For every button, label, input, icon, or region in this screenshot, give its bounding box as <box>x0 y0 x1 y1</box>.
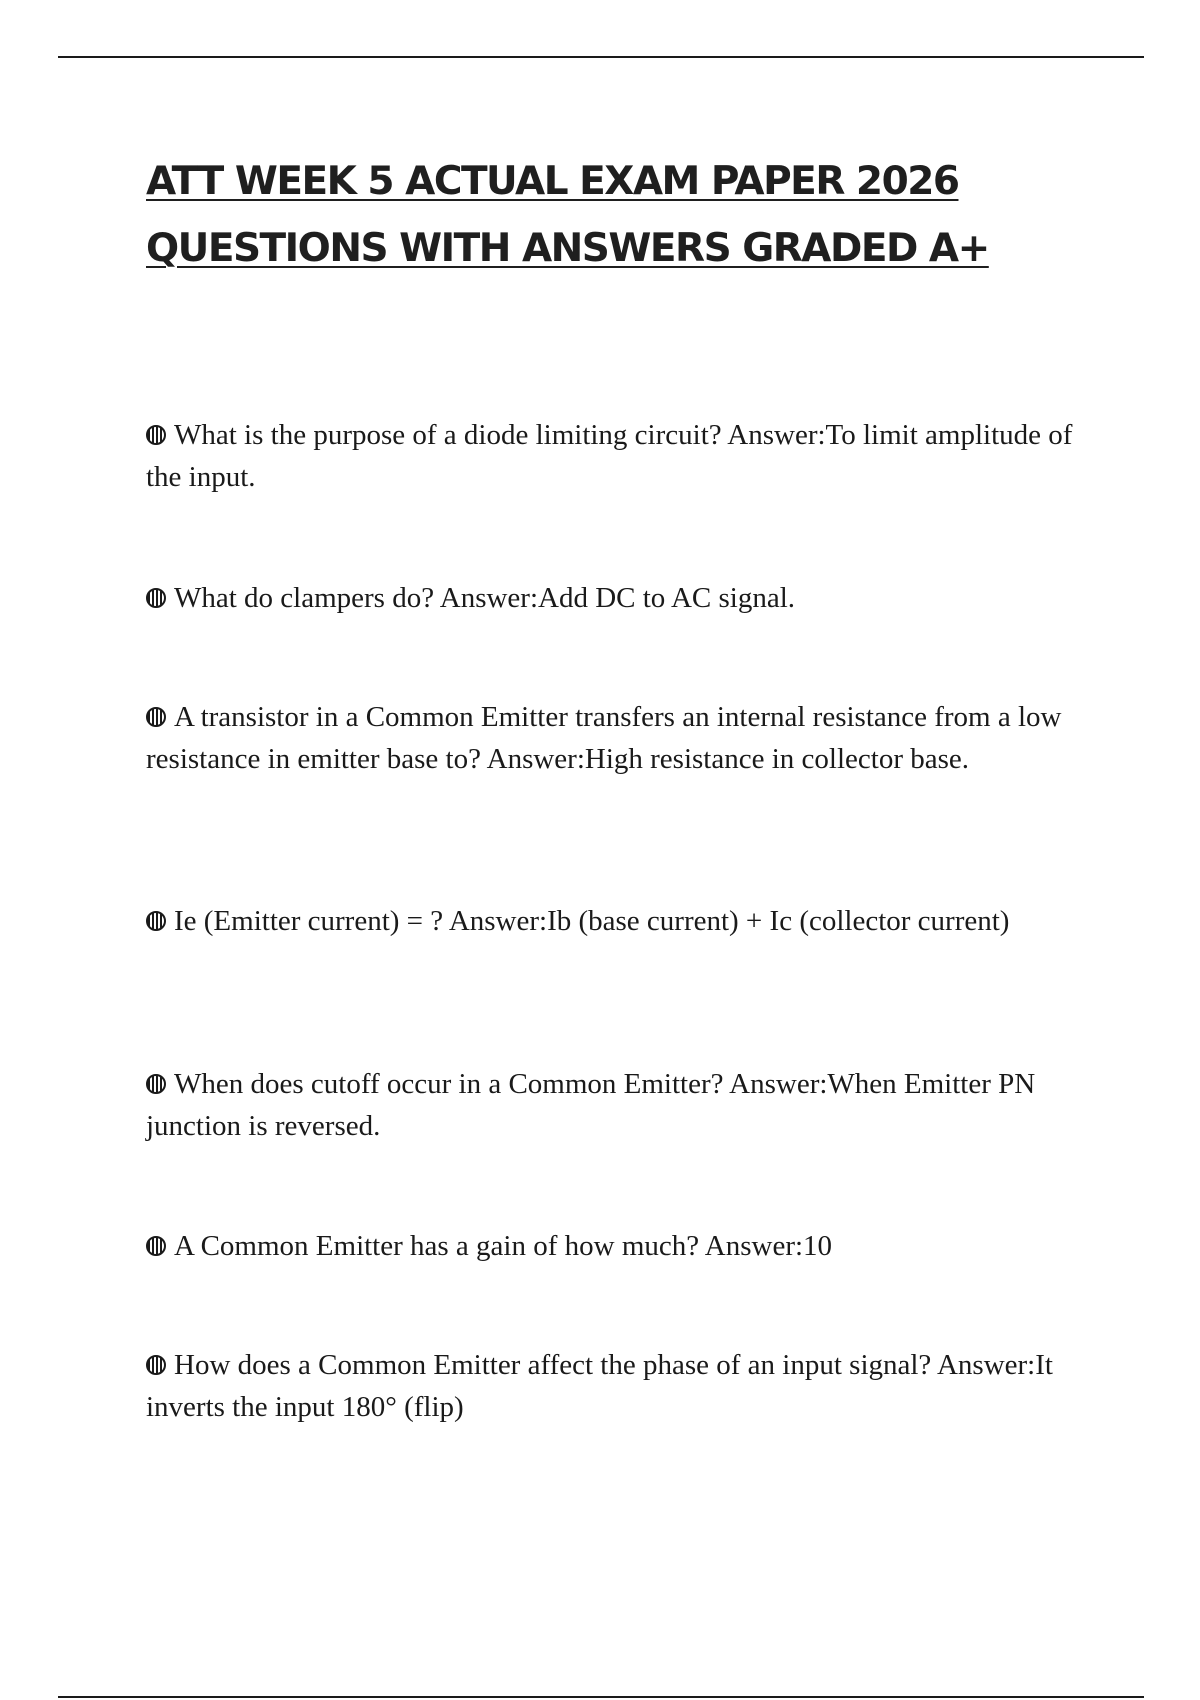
qa-item-7 <box>146 1344 1091 1428</box>
answer-text: Answer:High resistance in collector base. <box>486 743 970 775</box>
bullet-icon <box>146 707 166 727</box>
question-text: When does cutoff occur in a Common Emitter? <box>174 1068 724 1100</box>
top-rule <box>58 56 1144 58</box>
bottom-rule <box>58 1696 1144 1698</box>
bullet-icon <box>146 1355 166 1375</box>
title-line-1: ATT WEEK 5 ACTUAL EXAM PAPER 2026 <box>146 159 959 204</box>
bullet-icon <box>146 425 166 445</box>
answer-text: Answer:Ib (base current) + Ic (collector current) <box>448 905 1010 937</box>
question-text: What is the purpose of a diode limiting circuit? <box>174 419 722 451</box>
title-line-2: QUESTIONS WITH ANSWERS GRADED A+ <box>146 226 989 271</box>
answer-text: Answer:10 <box>704 1230 833 1262</box>
answer-text: Answer:To limit amplitude of the input. <box>146 419 1073 493</box>
question-text: A transistor in a Common Emitter transfers an internal resistance from a low resistance in emitter base to? <box>146 701 1062 775</box>
answer-text: Answer:It inverts the input 180° (flip) <box>146 1349 1053 1423</box>
qa-item-2 <box>146 577 1091 619</box>
answer-text: Answer:Add DC to AC signal. <box>439 582 795 614</box>
bullet-icon <box>146 911 166 931</box>
answer-text: Answer:When Emitter PN junction is reversed. <box>146 1068 1036 1142</box>
question-text: What do clampers do? <box>174 582 435 614</box>
bullet-icon <box>146 1074 166 1094</box>
bullet-icon <box>146 588 166 608</box>
qa-item-1 <box>146 414 1091 498</box>
bullet-icon <box>146 1236 166 1256</box>
question-text: Ie (Emitter current) = ? <box>174 905 444 937</box>
qa-item-5 <box>146 1063 1091 1147</box>
qa-item-4 <box>146 900 1091 942</box>
question-text: A Common Emitter has a gain of how much? <box>174 1230 700 1262</box>
document-title <box>146 148 1106 282</box>
qa-item-6 <box>146 1225 1091 1267</box>
question-text: How does a Common Emitter affect the phase of an input signal? <box>174 1349 932 1381</box>
qa-item-3 <box>146 696 1091 780</box>
